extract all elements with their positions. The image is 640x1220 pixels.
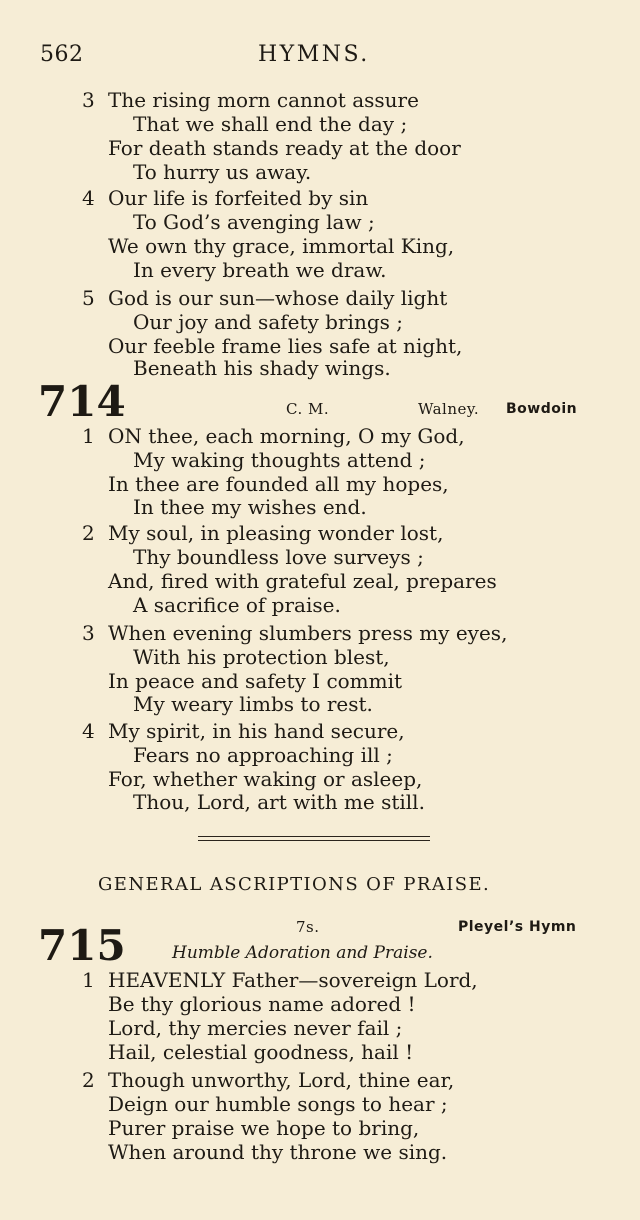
verse-line: My waking thoughts attend ;: [133, 448, 426, 472]
verse-number: 3: [82, 621, 95, 645]
verse-line: For, whether waking or asleep,: [108, 767, 423, 791]
verse-line: A sacrifice of praise.: [133, 593, 341, 617]
verse-line: To God’s avenging law ;: [133, 210, 375, 234]
verse-line: Though unworthy, Lord, thine ear,: [108, 1068, 455, 1092]
verse-line: ON thee, each morning, O my God,: [108, 424, 465, 448]
tune-name: Bowdoin: [506, 401, 578, 417]
tune-name: Walney.: [418, 400, 480, 418]
verse-line: We own thy grace, immortal King,: [108, 234, 455, 258]
verse-line: Our life is forfeited by sin: [108, 186, 369, 210]
verse-number: 3: [82, 88, 95, 112]
verse-line: When around thy throne we sing.: [108, 1140, 448, 1164]
verse-line: Thy boundless love surveys ;: [133, 545, 424, 569]
verse-line: Beneath his shady wings.: [133, 356, 391, 380]
verse-line: In every breath we draw.: [133, 258, 387, 282]
verse-line: My weary limbs to rest.: [133, 692, 373, 716]
verse-line: Hail, celestial goodness, hail !: [108, 1040, 414, 1064]
hymn-subtitle: Humble Adoration and Praise.: [172, 943, 433, 963]
hymn-meter: 7s.: [296, 918, 320, 936]
hymn-meter: C. M.: [286, 400, 330, 418]
page-number: 562: [40, 42, 84, 67]
verse-line: Be thy glorious name adored !: [108, 992, 416, 1016]
verse-line: The rising morn cannot assure: [108, 88, 419, 112]
verse-line: And, fired with grateful zeal, prepares: [108, 569, 497, 593]
verse-number: 1: [82, 424, 95, 448]
verse-line: My soul, in pleasing wonder lost,: [108, 521, 444, 545]
verse-number: 4: [82, 186, 95, 210]
verse-line: That we shall end the day ;: [133, 112, 408, 136]
verse-line: Our feeble frame lies safe at night,: [108, 334, 463, 358]
running-title: HYMNS.: [258, 42, 370, 67]
section-divider: [198, 840, 430, 841]
verse-line: Deign our humble songs to hear ;: [108, 1092, 448, 1116]
verse-number: 1: [82, 968, 95, 992]
verse-line: Purer praise we hope to bring,: [108, 1116, 420, 1140]
section-divider: [198, 836, 430, 837]
verse-line: Our joy and safety brings ;: [133, 310, 403, 334]
verse-line: In thee are founded all my hopes,: [108, 472, 449, 496]
verse-line: Thou, Lord, art with me still.: [133, 790, 425, 814]
verse-line: In peace and safety I commit: [108, 669, 403, 693]
verse-number: 4: [82, 719, 95, 743]
verse-number: 2: [82, 521, 95, 545]
verse-line: With his protection blest,: [133, 645, 390, 669]
hymn-number: 715: [38, 921, 126, 970]
tune-name: Pleyel’s Hymn: [458, 919, 577, 935]
verse-line: When evening slumbers press my eyes,: [108, 621, 508, 645]
verse-number: 5: [82, 286, 95, 310]
section-heading: GENERAL ASCRIPTIONS OF PRAISE.: [98, 874, 491, 895]
verse-line: My spirit, in his hand secure,: [108, 719, 405, 743]
verse-number: 2: [82, 1068, 95, 1092]
verse-line: HEAVENLY Father—sovereign Lord,: [108, 968, 478, 992]
verse-line: Lord, thy mercies never fail ;: [108, 1016, 403, 1040]
verse-line: Fears no approaching ill ;: [133, 743, 393, 767]
verse-line: To hurry us away.: [133, 160, 312, 184]
verse-line: God is our sun—whose daily light: [108, 286, 448, 310]
page-header: [0, 42, 640, 72]
verse-line: In thee my wishes end.: [133, 495, 367, 519]
hymn-number: 714: [38, 377, 126, 426]
verse-line: For death stands ready at the door: [108, 136, 461, 160]
